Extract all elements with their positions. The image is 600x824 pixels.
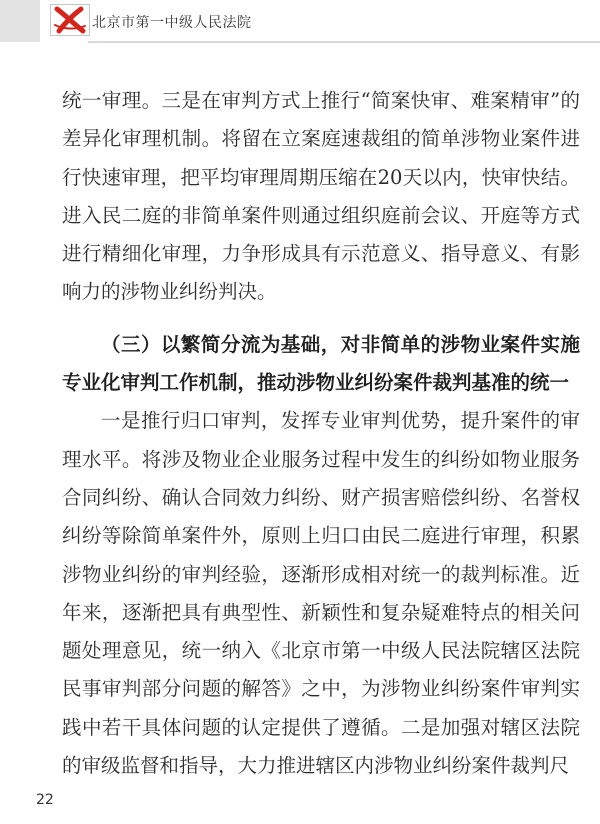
section-heading: （三）以繁简分流为基础，对非简单的涉物业案件实施专业化审判工作机制，推动涉物业纠纷案件裁判基准的统一 bbox=[62, 332, 580, 395]
page-content bbox=[62, 82, 580, 785]
paragraph-continuation: 统一审理。三是在审判方式上推行“简案快审、难案精审”的差异化审理机制。将留在立案庭速裁组的简单涉物业案件进行快速审理，把平均审理周期压缩在20天以内，快审快结。进入民二庭的非简单案件则通过组织庭前会议、开庭等方式进行精细化审理，力争形成具有示范意义、指导意义、有影响力的涉物业纠纷判决。 bbox=[62, 89, 580, 304]
page-header bbox=[0, 0, 600, 42]
court-logo-icon bbox=[50, 4, 90, 36]
page-number: 22 bbox=[36, 792, 54, 808]
header-gray-band bbox=[0, 0, 40, 42]
paragraph-main: 一是推行归口审判，发挥专业审判优势，提升案件的审理水平。将涉及物业企业服务过程中发生的纠纷如物业服务合同纠纷、确认合同效力纠纷、财产损害赔偿纠纷、名誉权纠纷等除简单案件外，原则上归口由民二庭进行审理，积累涉物业纠纷的审判经验，逐渐形成相对统一的裁判标准。近年来，逐渐把具有典型性、新颖性和复杂疑难特点的相关问题处理意见，统一纳入《北京市第一中级人民法院辖区法院民事审判部分问题的解答》之中，为涉物业纠纷案件审判实践中若干具体问题的认定提供了遵循。二是加强对辖区法院的审级监督和指导，大力推进辖区内涉物业纠纷案件裁判尺 bbox=[62, 409, 580, 778]
header-divider bbox=[88, 41, 600, 43]
court-name: 北京市第一中级人民法院 bbox=[92, 15, 252, 31]
